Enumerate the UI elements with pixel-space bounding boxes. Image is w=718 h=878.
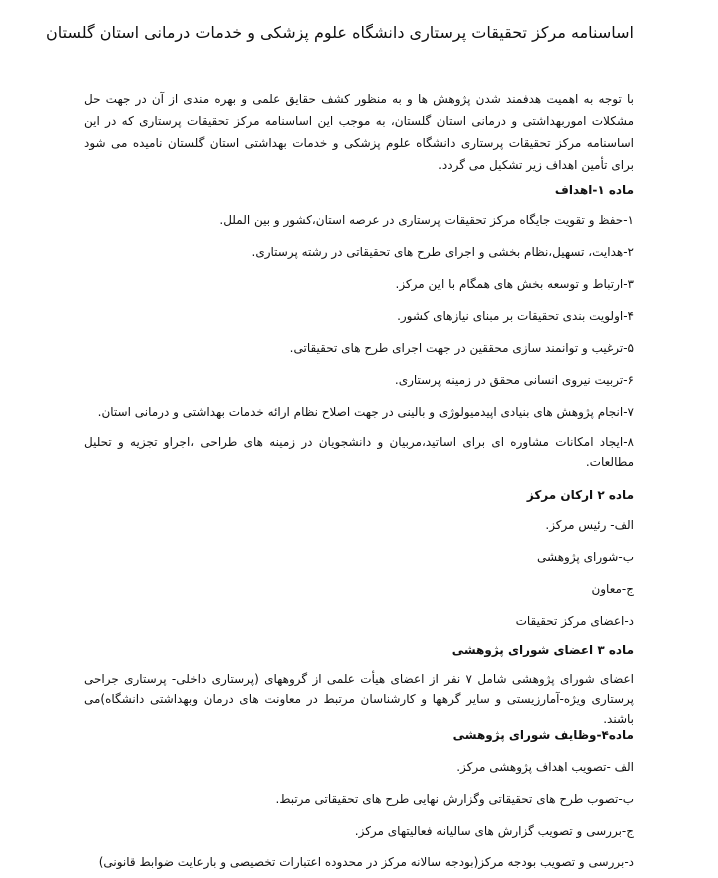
document-title: اساسنامه مرکز تحقیقات پرستاری دانشگاه علوم پزشکی و خدمات درمانی استان گلستان xyxy=(46,23,634,42)
article-1-item-6: ۶-تربیت نیروی انسانی محقق در زمینه پرستاری. xyxy=(394,373,634,387)
article-4-item-2: ب-تصوب طرح های تحقیقاتی وگزارش نهایی طرح های تحقیقاتی مرتبط. xyxy=(275,792,634,806)
article-1-item-1: ۱-حفظ و تقویت جایگاه مرکز تحقیقات پرستاری در عرصه استان،کشور و بین الملل. xyxy=(219,213,634,227)
article-3-heading: ماده ۳ اعضای شورای پژوهشی xyxy=(451,643,634,657)
article-4-item-4: د-بررسی و تصویب بودجه مرکز(بودجه سالانه مرکز در محدوده اعتبارات تخصیصی و بارعایت ضوابط قانونی) xyxy=(98,855,634,869)
article-3-text: اعضای شورای پژوهشی شامل ۷ نفر از اعضای هیأت علمی از گروههای (پرستاری داخلی- پرستاری جراحی پرستاری ویژه-آمارزیستی و سایر گرهها و کارشناسان مرتبط در معاونت های درمان وبهداشتی دانشگاه)می باشند. xyxy=(84,672,634,726)
article-2-item-2: ب-شورای پژوهشی xyxy=(536,550,634,564)
article-2-heading: ماده ۲ ارکان مرکز xyxy=(526,488,634,502)
article-2-item-1: الف- رئیس مرکز. xyxy=(545,518,634,532)
article-2-item-3: ج-معاون xyxy=(591,582,634,596)
article-1-item-2: ۲-هدایت، تسهیل،نظام بخشی و اجرای طرح های تحقیقاتی در رشته پرستاری. xyxy=(251,245,634,259)
article-1-heading: ماده ۱-اهداف xyxy=(554,183,634,197)
article-1-item-4: ۴-اولویت بندی تحقیقات بر مبنای نیازهای کشور. xyxy=(397,309,634,323)
article-2-item-4: د-اعضای مرکز تحقیقات xyxy=(515,614,634,628)
article-4-item-3: ج-بررسی و تصویب گزارش های سالیانه فعالیتهای مرکز. xyxy=(354,824,634,838)
article-4-heading: ماده۴-وظایف شورای پژوهشی xyxy=(452,728,634,742)
article-1-item-5: ۵-ترغیب و توانمند سازی محققین در جهت اجرای طرح های تحقیقاتی. xyxy=(289,341,634,355)
article-1-item-3: ۳-ارتباط و توسعه بخش های همگام با این مرکز. xyxy=(395,277,634,291)
intro-paragraph: با توجه به اهمیت هدفمند شدن پژوهش ها و به منظور کشف حقایق علمی و بهره مندی از آن در جهت حل مشکلات اموربهداشتی و درمانی استان گلستان، به موجب این اساسنامه مرکز تحقیقات پرستاری که در این اساسنامه مرکز تحقیقات پرستاری دانشگاه علوم پزشکی و خدمات بهداشتی استان گلستان نامیده می شود برای تأمین اهداف زیر تشکیل می گردد. xyxy=(84,92,634,172)
article-4-item-1: الف -تصویب اهداف پژوهشی مرکز. xyxy=(456,760,634,774)
article-1-item-7: ۷-انجام پژوهش های بنیادی اپیدمیولوژی و بالینی در جهت اصلاح نظام ارائه خدمات بهداشتی و درمانی استان. xyxy=(97,405,634,419)
article-1-item-8: ۸-ایجاد امکانات مشاوره ای برای اساتید،مربیان و دانشجویان در زمینه های طراحی ،اجراو تجزیه و تحلیل مطالعات. xyxy=(84,435,634,469)
